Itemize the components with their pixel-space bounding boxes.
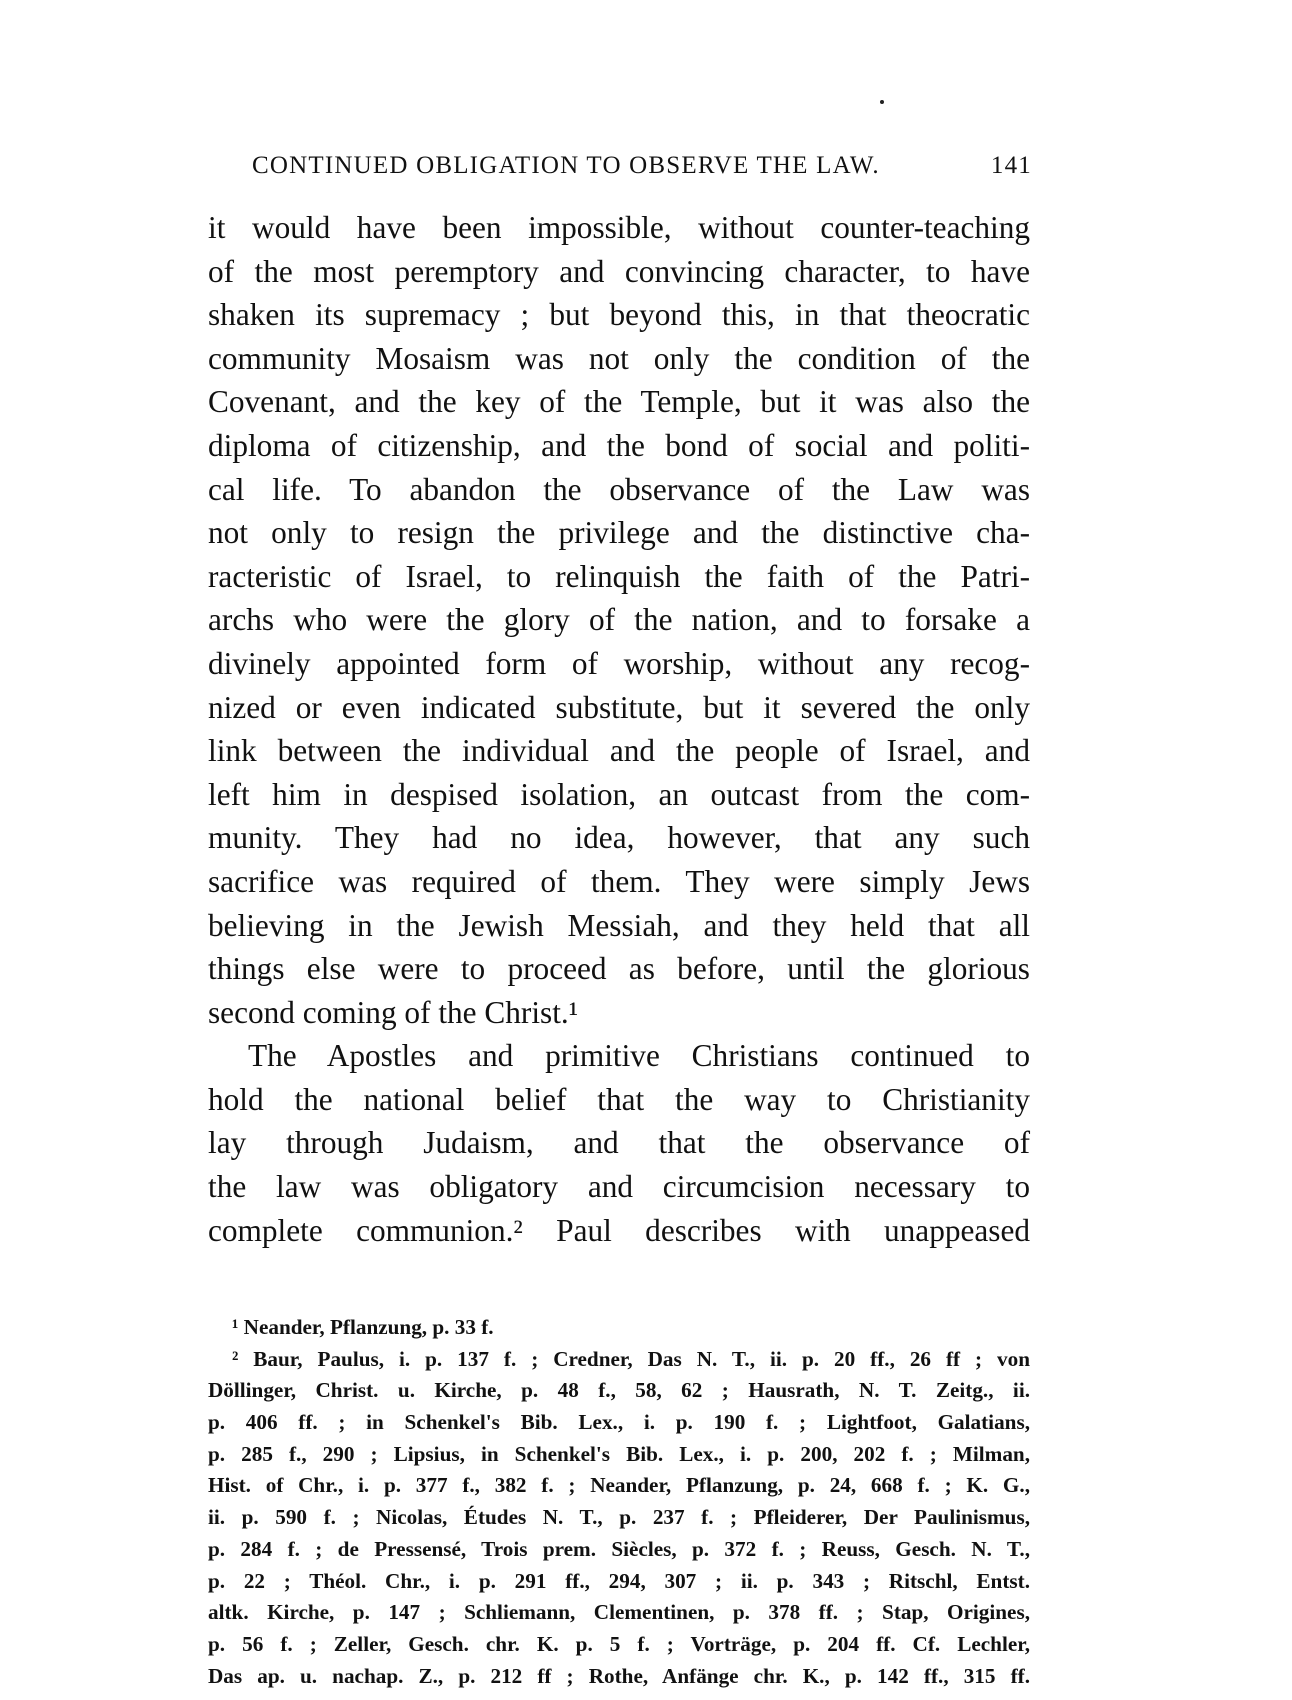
body-text: [208, 206, 1030, 1252]
body-line: divinely appointed form of worship, without any recog-: [208, 645, 1030, 681]
body-line: community Mosaism was not only the condition of the: [208, 340, 1030, 376]
body-line: nized or even indicated substitute, but it severed the only: [208, 689, 1030, 725]
body-line: Covenant, and the key of the Temple, but it was also the: [208, 384, 1030, 420]
footnote-line: ii. p. 590 f. ; Nicolas, Études N. T., p. 237 f. ; Pfleiderer, Der Paulinismus,: [208, 1505, 1030, 1530]
footnote-line: ¹ Neander, Pflanzung, p. 33 f.: [232, 1315, 494, 1339]
body-line: shaken its supremacy ; but beyond this, in that theocratic: [208, 297, 1030, 333]
body-line: not only to resign the privilege and the distinctive cha-: [208, 515, 1030, 551]
body-line: of the most peremptory and convincing character, to have: [208, 253, 1030, 289]
body-line: it would have been impossible, without counter-teaching: [208, 210, 1030, 245]
page-number: 141: [990, 152, 1032, 179]
body-line: left him in despised isolation, an outcast from the com-: [208, 776, 1030, 812]
running-header: [252, 152, 1032, 188]
body-line: racteristic of Israel, to relinquish the faith of the Patri-: [208, 558, 1030, 594]
footnote-line: altk. Kirche, p. 147 ; Schliemann, Clementinen, p. 378 ff. ; Stap, Origines,: [208, 1600, 1030, 1625]
body-line: sacrifice was required of them. They were simply Jews: [208, 863, 1030, 899]
footnote-line: p. 406 ff. ; in Schenkel's Bib. Lex., i. p. 190 f. ; Lightfoot, Galatians,: [208, 1410, 1030, 1435]
body-line: lay through Judaism, and that the observance of: [208, 1125, 1030, 1161]
body-line: munity. They had no idea, however, that any such: [208, 820, 1030, 856]
body-line: the law was obligatory and circumcision necessary to: [208, 1169, 1030, 1205]
footnote-line: Hist. of Chr., i. p. 377 f., 382 f. ; Neander, Pflanzung, p. 24, 668 f. ; K. G.,: [208, 1473, 1030, 1498]
footnote-line: ² Baur, Paulus, i. p. 137 f. ; Credner, Das N. T., ii. p. 20 ff., 26 ff ; von: [232, 1346, 1030, 1371]
footnotes: [208, 1312, 1030, 1692]
running-title: CONTINUED OBLIGATION TO OBSERVE THE LAW.: [252, 152, 880, 179]
body-line: cal life. To abandon the observance of the Law was: [208, 471, 1030, 507]
printer-mark: [880, 100, 884, 104]
footnote-line: p. 285 f., 290 ; Lipsius, in Schenkel's Bib. Lex., i. p. 200, 202 f. ; Milman,: [208, 1441, 1030, 1466]
body-line: hold the national belief that the way to Christianity: [208, 1081, 1030, 1117]
body-line: believing in the Jewish Messiah, and they held that all: [208, 907, 1030, 943]
body-line: diploma of citizenship, and the bond of social and politi-: [208, 427, 1030, 463]
body-line: The Apostles and primitive Christians continued to: [248, 1038, 1030, 1074]
footnote-line: Das ap. u. nachap. Z., p. 212 ff ; Rothe, Anfänge chr. K., p. 142 ff., 315 ff.: [208, 1663, 1030, 1688]
body-line: archs who were the glory of the nation, and to forsake a: [208, 602, 1030, 638]
body-line: second coming of the Christ.¹: [208, 994, 579, 1030]
footnote-line: p. 56 f. ; Zeller, Gesch. chr. K. p. 5 f. ; Vorträge, p. 204 ff. Cf. Lechler,: [208, 1631, 1030, 1656]
footnote-line: p. 22 ; Théol. Chr., i. p. 291 ff., 294, 307 ; ii. p. 343 ; Ritschl, Entst.: [208, 1568, 1030, 1593]
body-line: things else were to proceed as before, until the glorious: [208, 951, 1030, 987]
body-line: link between the individual and the people of Israel, and: [208, 733, 1030, 769]
footnote-line: Döllinger, Christ. u. Kirche, p. 48 f., 58, 62 ; Hausrath, N. T. Zeitg., ii.: [208, 1378, 1030, 1403]
body-line: complete communion.² Paul describes with unappeased: [208, 1212, 1030, 1248]
footnote-line: p. 284 f. ; de Pressensé, Trois prem. Siècles, p. 372 f. ; Reuss, Gesch. N. T.,: [208, 1536, 1030, 1561]
